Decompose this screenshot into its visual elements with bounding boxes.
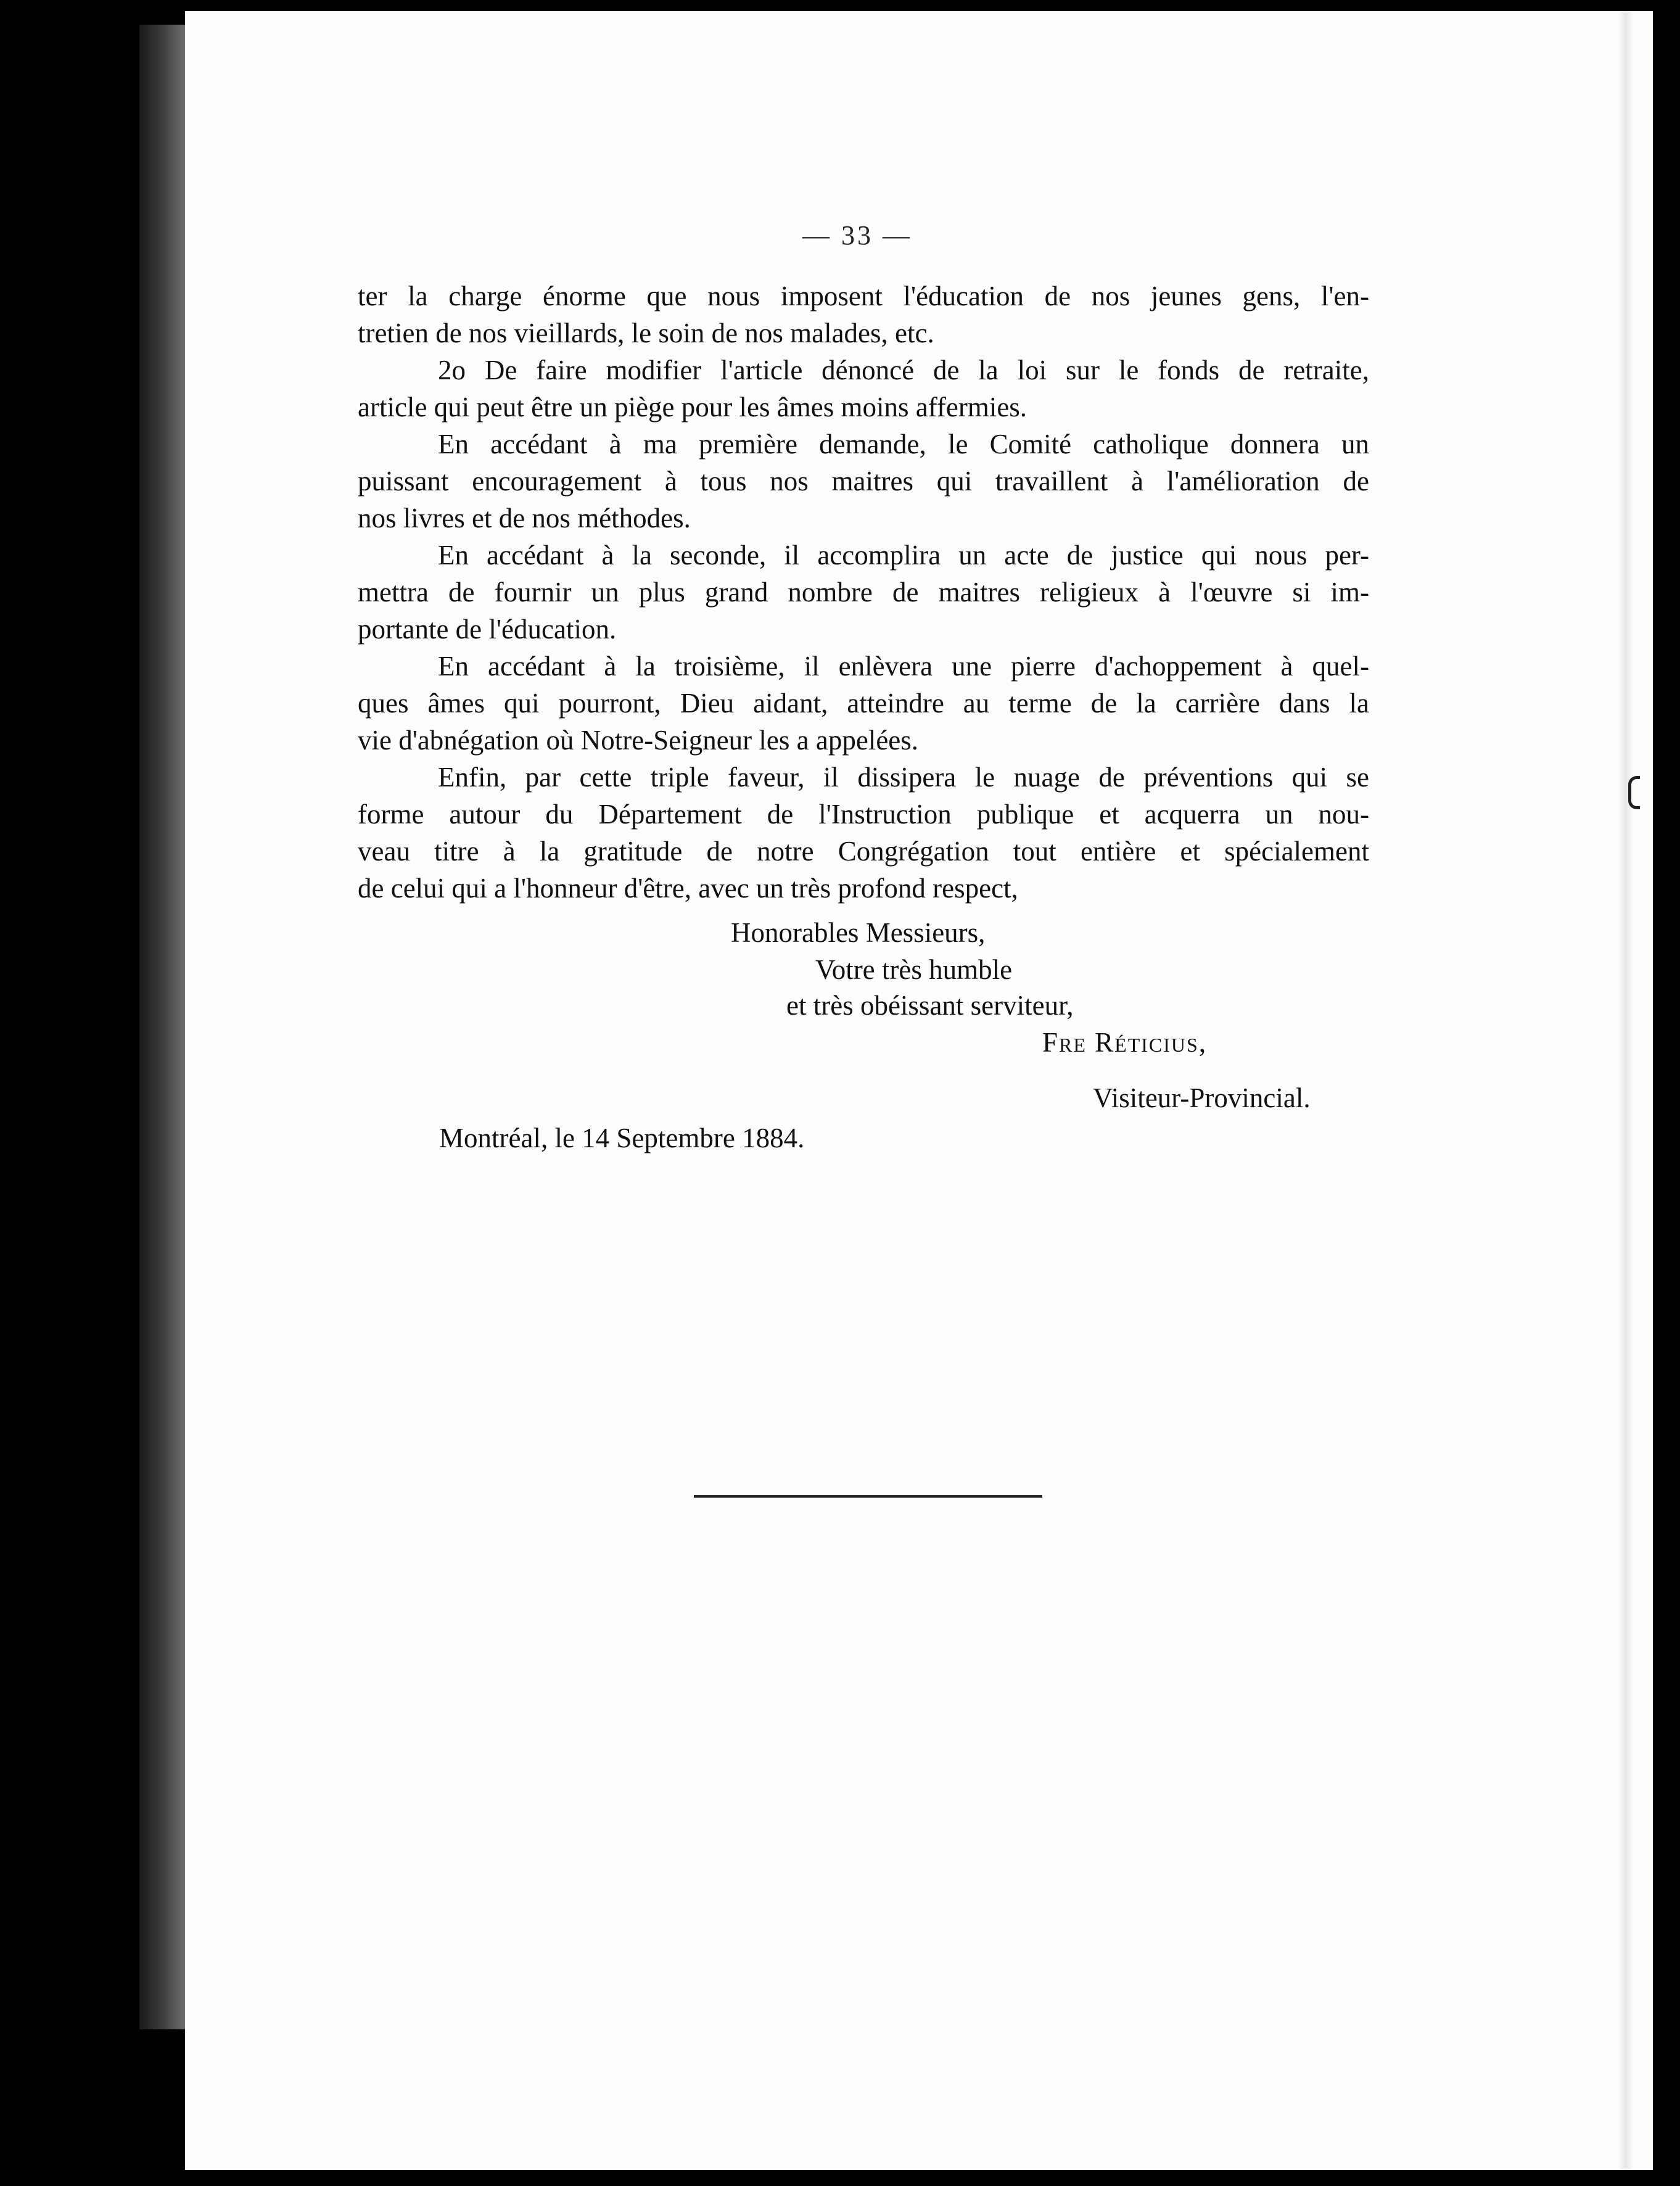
closing-line: et très obéissant serviteur,: [786, 990, 1074, 1021]
text-line: vie d'abnégation où Notre-Seigneur les a appelées.: [358, 725, 919, 756]
paragraph: [358, 759, 1369, 907]
horizontal-rule: [694, 1495, 1042, 1498]
letter-body: [358, 278, 1369, 907]
text-line: veau titre à la gratitude de notre Congrégation tout entière et spécialement: [358, 836, 1369, 867]
page-fold-shadow: [1617, 11, 1634, 2170]
closing-salutation: Honorables Messieurs,: [731, 917, 986, 948]
text-line: article qui peut être un piège pour les âmes moins affermies.: [358, 392, 1027, 423]
text-line: portante de l'éducation.: [358, 614, 617, 645]
text-line: nos livres et de nos méthodes.: [358, 503, 691, 534]
signature-name: Fre Réticius,: [1042, 1027, 1208, 1058]
text-line: En accédant à ma première demande, le Comité catholique donnera un: [438, 429, 1369, 460]
margin-mark-icon: [1628, 776, 1640, 809]
paragraph: [358, 648, 1369, 759]
text-line: forme autour du Département de l'Instruction publique et acquerra un nou-: [358, 799, 1369, 830]
dateline: Montréal, le 14 Septembre 1884.: [439, 1123, 805, 1153]
text-line: tretien de nos vieillards, le soin de nos malades, etc.: [358, 318, 934, 349]
text-line: ques âmes qui pourront, Dieu aidant, atteindre au terme de la carrière dans la: [358, 688, 1369, 719]
paragraph: [358, 352, 1369, 426]
text-line: 2o De faire modifier l'article dénoncé de la loi sur le fonds de retraite,: [438, 355, 1369, 386]
paragraph: [358, 426, 1369, 537]
page-number: — 33 —: [802, 220, 912, 250]
text-line: Enfin, par cette triple faveur, il dissipera le nuage de préventions qui se: [438, 762, 1369, 793]
text-line: En accédant à la troisième, il enlèvera une pierre d'achoppement à quel-: [438, 651, 1369, 682]
paragraph: [358, 278, 1369, 352]
closing-line: Votre très humble: [815, 954, 1013, 985]
text-line: ter la charge énorme que nous imposent l'éducation de nos jeunes gens, l'en-: [358, 281, 1369, 311]
text-line: En accédant à la seconde, il accomplira un acte de justice qui nous per-: [438, 540, 1369, 571]
text-line: de celui qui a l'honneur d'être, avec un très profond respect,: [358, 873, 1018, 904]
text-line: puissant encouragement à tous nos maitres qui travaillent à l'amélioration de: [358, 466, 1369, 497]
signature-title: Visiteur-Provincial.: [1093, 1083, 1311, 1113]
text-line: mettra de fournir un plus grand nombre de maitres religieux à l'œuvre si im-: [358, 577, 1369, 608]
paragraph: [358, 537, 1369, 648]
